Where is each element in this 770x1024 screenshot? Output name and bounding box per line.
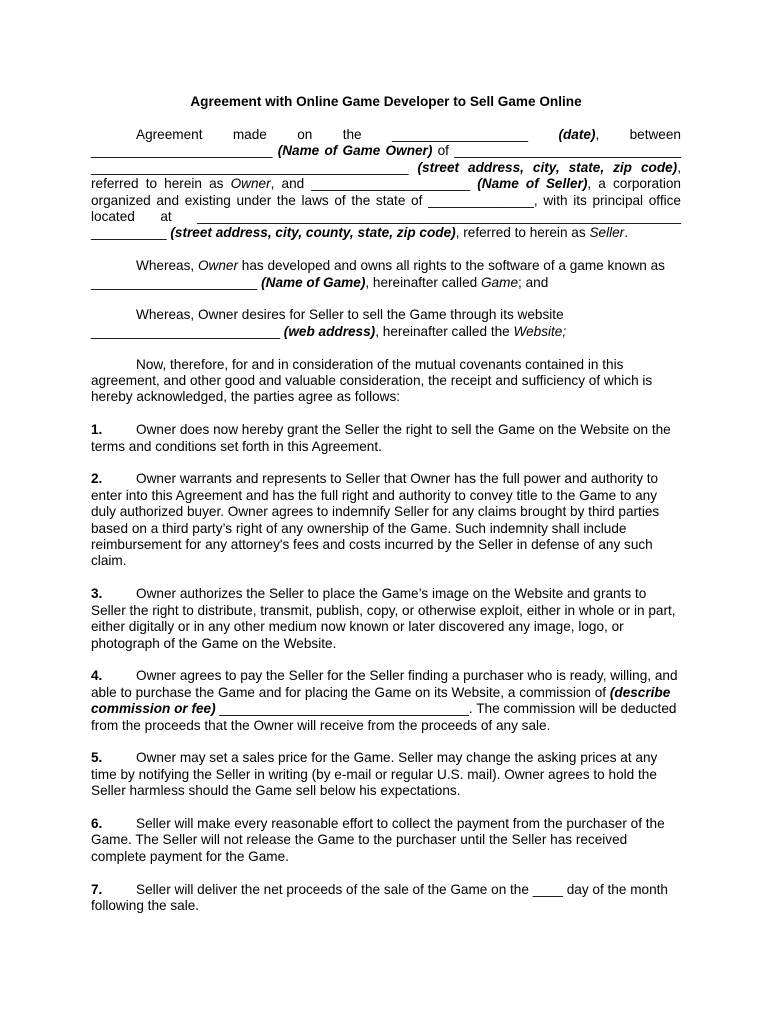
owner-address-label: (street address, city, state, zip code) [417, 159, 678, 175]
clause-3: 3. Owner authorizes the Seller to place the Game’s image on the Website and grants to Seller the right to distribute, transmit, publish, copy, or otherwise exploit, either in whole or in part, either digitally or in any other medium now known or later discovered any image, logo, or photograph of the Game on the Website. [91, 586, 676, 651]
clause-6: 6. Seller will make every reasonable effort to collect the payment from the purchaser of the Game. The Seller will not release the Game to the purchaser until the Seller has received complete payment for the Game. [91, 815, 665, 864]
intro-paragraph: Agreement made on the __________________ (date), between ________________________ (Name of Game Owner) of ______________________________ __________________________________________ (street address, city, state, zip code), referred to herein as Owner, and _____________________ (Name of Seller), a corporation organized and existing under the laws of the state of ______________, with its principal office located at ________________________________________________________________ __________ (street address, city, county, state, zip code), referred to herein as Seller. [91, 127, 681, 241]
whereas-paragraph-2: Whereas, Owner desires for Seller to sell the Game through its website _________________________ (web address), hereinafter called the Website; [91, 307, 567, 339]
date-label: (date) [558, 127, 596, 142]
web-address-label: (web address) [283, 323, 376, 339]
clause-2: 2. Owner warrants and represents to Seller that Owner has the full power and authority to enter into this Agreement and has the full right and authority to convey title to the Game to any duly authorized buyer. Owner agrees to indemnify Seller for any claims brought by third parties based on a third party’s right of any ownership of the Game. Such indemnity shall include reimbursement for any attorney's fees and costs incurred by the Seller in defense of any such claim. [91, 471, 660, 569]
seller-name-label: (Name of Seller) [477, 176, 588, 192]
seller-address-label: (street address, city, county, state, zip code) [170, 225, 456, 241]
game-name-label: (Name of Game) [261, 274, 366, 290]
clause-5: 5. Owner may set a sales price for the Game. Seller may change the asking prices at any time by notifying the Seller in writing (by e-mail or regular U.S. mail). Owner agrees to hold the Seller harmless should the Game sell below his expectations. [91, 750, 658, 799]
commission-label: (describe commission or fee) [91, 684, 671, 717]
whereas-paragraph-1: Whereas, Owner has developed and owns all rights to the software of a game known as ______________________ (Name of Game), hereinafter called Game; and [91, 258, 665, 290]
owner-name-label: (Name of Game Owner) [277, 143, 433, 159]
now-therefore-paragraph: Now, therefore, for and in consideration of the mutual covenants contained in this agreement, and other good and valuable consideration, the receipt and sufficiency of which is hereby acknowledged, the parties agree as follows: [91, 356, 653, 405]
clause-1: 1. Owner does now hereby grant the Seller the right to sell the Game on the Website on the terms and conditions set forth in this Agreement. [91, 422, 671, 454]
document-title: Agreement with Online Game Developer to Sell Game Online [190, 94, 582, 109]
clause-7: 7. Seller will deliver the net proceeds of the sale of the Game on the ____ day of the month following the sale. [91, 881, 668, 913]
document-body [91, 94, 681, 931]
clause-4: 4. Owner agrees to pay the Seller for the Seller finding a purchaser who is ready, willing, and able to purchase the Game and for placing the Game on its Website, a commission of (describe commission or fee) _________________________________. The commission will be deducted from the proceeds that the Owner will receive from the proceeds of any sale. [91, 668, 678, 733]
